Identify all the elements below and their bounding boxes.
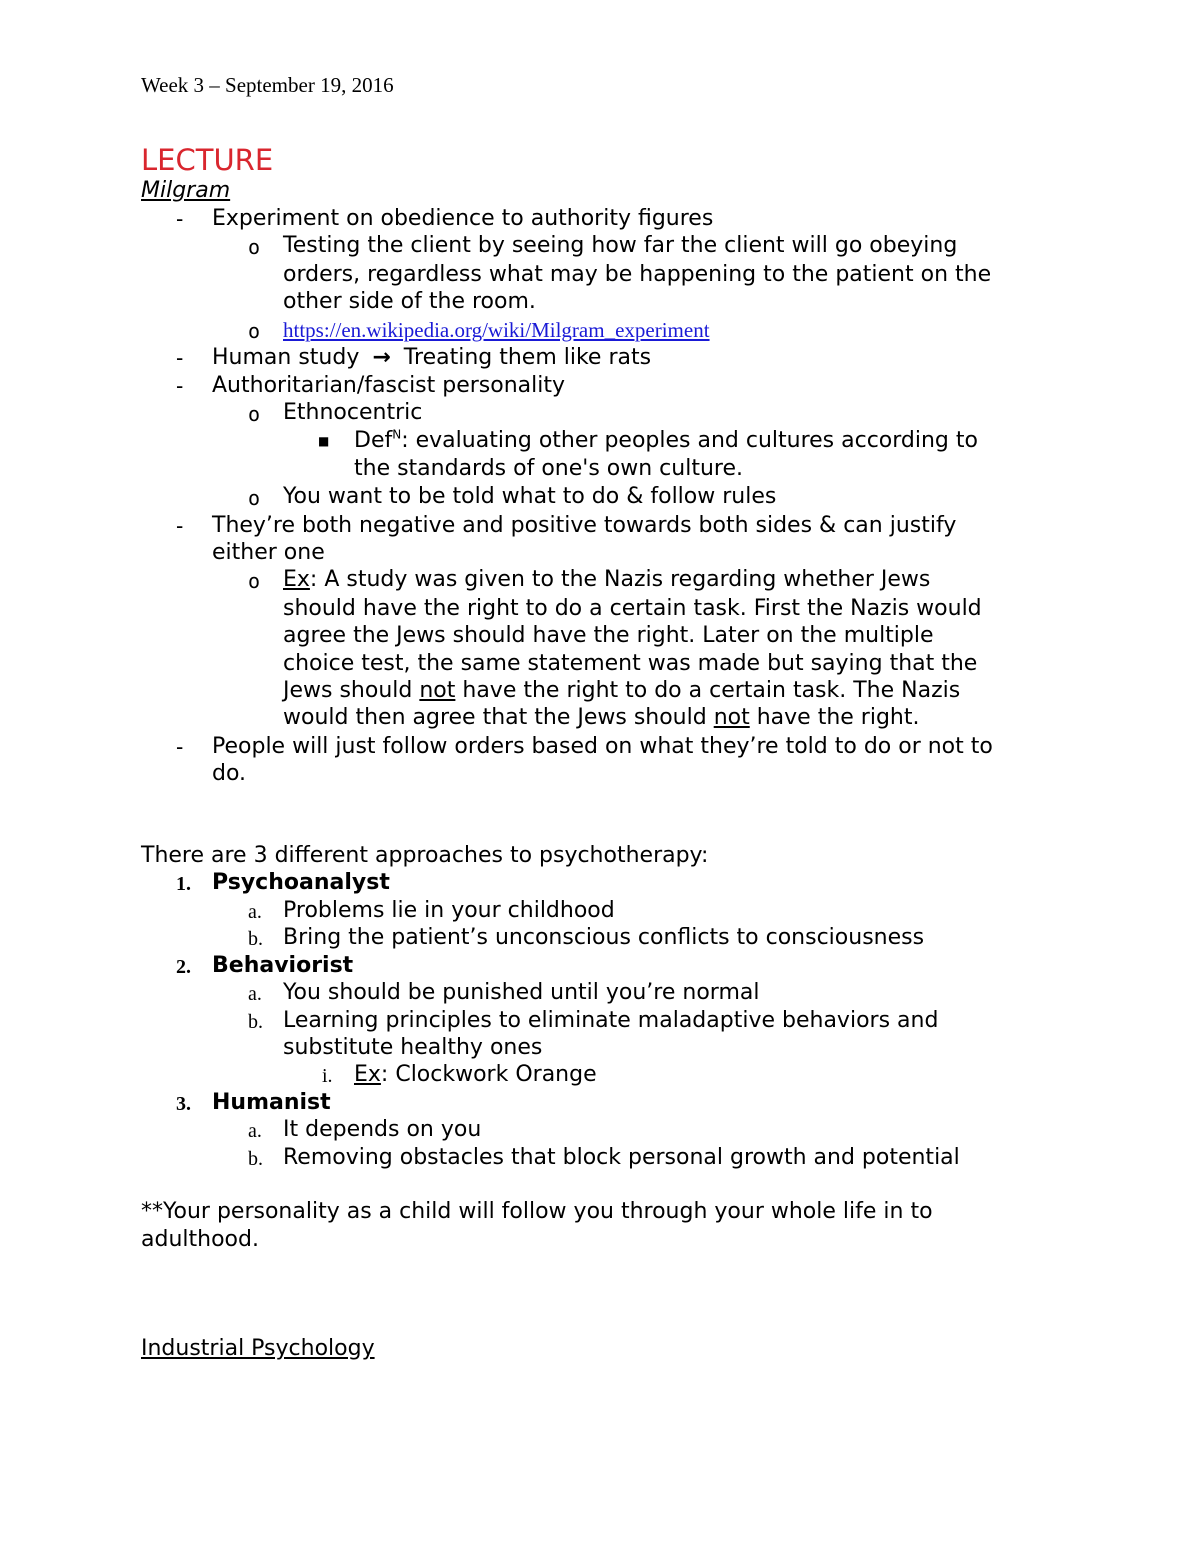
list-item: Removing obstacles that block personal growth and potential (283, 1145, 960, 1170)
bullet-text: other side of the room. (283, 289, 536, 314)
ex-label: Ex (354, 1062, 381, 1087)
dash-bullet: - (176, 513, 184, 538)
list-letter: b. (248, 1148, 263, 1170)
list-item: Bring the patient’s unconscious conflicts to consciousness (283, 925, 925, 950)
circle-bullet: o (248, 319, 261, 343)
example-part: have the right. (749, 705, 920, 730)
bullet-text: Experiment on obedience to authority figures (212, 206, 714, 231)
page-header: Week 3 – September 19, 2016 (141, 73, 394, 97)
bullet-text: They’re both negative and positive towards both sides & can justify (212, 513, 957, 538)
lecture-title: LECTURE (141, 143, 274, 177)
bullet-text: Testing the client by seeing how far the client will go obeying (283, 233, 958, 258)
def-label: Def (354, 428, 393, 453)
bullet-text: You want to be told what to do & follow rules (283, 484, 777, 509)
ex-label: Ex (283, 567, 310, 592)
list-number: 2. (176, 956, 191, 978)
example-text: choice test, the same statement was made but saying that the (283, 651, 978, 676)
bullet-text (212, 345, 651, 371)
example-rest: : A study was given to the Nazis regarding whether Jews (309, 567, 931, 592)
circle-bullet: o (248, 402, 261, 426)
list-item: substitute healthy ones (283, 1035, 543, 1060)
circle-bullet: o (248, 569, 261, 593)
emphasis-not: not (713, 705, 750, 730)
emphasis-not: not (419, 678, 456, 703)
bullet-text: People will just follow orders based on what they’re told to do or not to (212, 734, 993, 759)
example-text (283, 567, 930, 593)
bullet-text: either one (212, 540, 325, 565)
dash-bullet: - (176, 373, 184, 398)
def-superscript: N (392, 427, 402, 442)
approach-title: Behaviorist (212, 953, 354, 978)
milgram-heading: Milgram (141, 178, 231, 203)
dash-bullet: - (176, 206, 184, 231)
circle-bullet: o (248, 235, 261, 259)
intro-paragraph: There are 3 different approaches to psychotherapy: (141, 843, 709, 868)
list-item: It depends on you (283, 1117, 482, 1142)
list-item: Learning principles to eliminate maladaptive behaviors and (283, 1008, 939, 1033)
example-text (283, 705, 919, 731)
closing-note: adulthood. (141, 1227, 259, 1252)
list-number: 1. (176, 873, 191, 895)
approach-title: Humanist (212, 1090, 331, 1115)
list-letter: a. (248, 1120, 262, 1142)
definition-text (354, 428, 978, 454)
bullet-text-left: Human study (212, 345, 360, 370)
approach-title: Psychoanalyst (212, 870, 390, 895)
example-text: agree the Jews should have the right. Later on the multiple (283, 623, 934, 648)
list-item (354, 1062, 597, 1088)
example-part: have the right to do a certain task. The Nazis (455, 678, 961, 703)
example-text: should have the right to do a certain task. First the Nazis would (283, 596, 982, 621)
dash-bullet: - (176, 734, 184, 759)
list-letter: a. (248, 901, 262, 923)
example-part: Jews should (283, 678, 420, 703)
list-item-rest: : Clockwork Orange (380, 1062, 597, 1087)
closing-note: **Your personality as a child will follow you through your whole life in to (141, 1199, 933, 1224)
bullet-text-right: Treating them like rats (403, 345, 652, 370)
list-letter: b. (248, 1011, 263, 1033)
circle-bullet: o (248, 486, 261, 510)
industrial-psychology-heading: Industrial Psychology (141, 1336, 375, 1361)
definition-text: the standards of one's own culture. (354, 456, 743, 481)
milgram-wikipedia-link[interactable]: https://en.wikipedia.org/wiki/Milgram_experiment (283, 318, 710, 342)
right-arrow-icon: → (372, 345, 391, 370)
list-letter: a. (248, 983, 262, 1005)
bullet-text: do. (212, 761, 247, 786)
list-item: You should be punished until you’re normal (283, 980, 760, 1005)
bullet-text: Ethnocentric (283, 400, 423, 425)
list-roman: i. (322, 1065, 333, 1087)
square-bullet: ■ (318, 434, 330, 448)
dash-bullet: - (176, 345, 184, 370)
example-text (283, 678, 960, 704)
list-letter: b. (248, 928, 263, 950)
def-rest: : evaluating other peoples and cultures according to (401, 428, 978, 453)
bullet-text: orders, regardless what may be happening to the patient on the (283, 262, 992, 287)
example-part: would then agree that the Jews should (283, 705, 714, 730)
list-item: Problems lie in your childhood (283, 898, 615, 923)
bullet-text: Authoritarian/fascist personality (212, 373, 566, 398)
list-number: 3. (176, 1093, 191, 1115)
